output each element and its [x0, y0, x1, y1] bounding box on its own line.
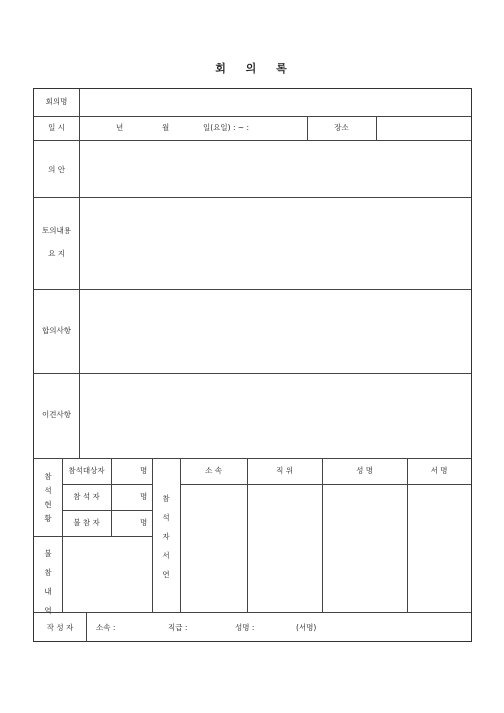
place-label: 장소: [334, 123, 349, 132]
date-year: 년: [116, 123, 124, 132]
discussion-label: 토의내용: [42, 226, 71, 235]
column-signature: 서 명: [430, 466, 448, 475]
date-day-time: 일(요일) : ~ :: [203, 123, 250, 132]
meeting-name-label: 회의명: [45, 97, 68, 106]
attendance-header-divider: [180, 484, 471, 485]
disagreement-label: 이견사항: [42, 410, 71, 419]
attendance-divider: [180, 458, 181, 612]
row-divider: [34, 289, 471, 290]
attendance-row-divider: [62, 484, 152, 485]
label-column-divider: [79, 89, 80, 458]
cell-divider: [376, 116, 377, 140]
attendance-divider: [152, 458, 153, 612]
attendees-label: 참 석 자: [73, 492, 100, 501]
unit-label: 명: [140, 518, 148, 527]
footer-divider: [86, 612, 87, 642]
author-affiliation: 소속 :: [96, 623, 116, 632]
attendance-divider: [407, 458, 408, 612]
discussion-label-2: 요 지: [48, 249, 65, 258]
datetime-label: 일 시: [48, 123, 65, 132]
author-label: 작 성 자: [46, 623, 74, 632]
unit-label: 명: [140, 492, 148, 501]
row-divider: [34, 116, 471, 117]
attendance-row-divider: [62, 510, 152, 511]
column-name: 성 명: [356, 466, 373, 475]
attendance-divider: [62, 458, 63, 612]
absentees-label: 불 참 자: [73, 518, 100, 527]
row-divider: [34, 612, 471, 613]
target-attendees-label: 참석대상자: [68, 466, 105, 475]
minutes-table: [33, 88, 472, 642]
row-divider: [34, 458, 471, 459]
signature-section-label: 참석자서연: [162, 494, 170, 579]
row-divider: [34, 197, 471, 198]
document-title: 회 의 록: [215, 62, 289, 75]
row-divider: [34, 373, 471, 374]
agenda-label: 의 안: [48, 165, 65, 174]
unit-label: 명: [140, 466, 148, 475]
column-position: 직 위: [276, 466, 293, 475]
absence-detail-label: 불참내역: [44, 549, 52, 615]
attendance-divider: [322, 458, 323, 612]
agreement-label: 합의사항: [42, 326, 71, 335]
attendance-divider: [247, 458, 248, 612]
date-month: 월: [162, 123, 170, 132]
attendance-status-label: 참석현황: [44, 472, 52, 523]
attendance-divider: [111, 458, 112, 536]
author-signature: (서명): [296, 623, 317, 632]
author-name: 성명 :: [235, 623, 255, 632]
author-rank: 직급 :: [168, 623, 188, 632]
row-divider: [34, 140, 471, 141]
attendance-row-divider: [34, 536, 152, 537]
column-affiliation: 소 속: [205, 466, 222, 475]
